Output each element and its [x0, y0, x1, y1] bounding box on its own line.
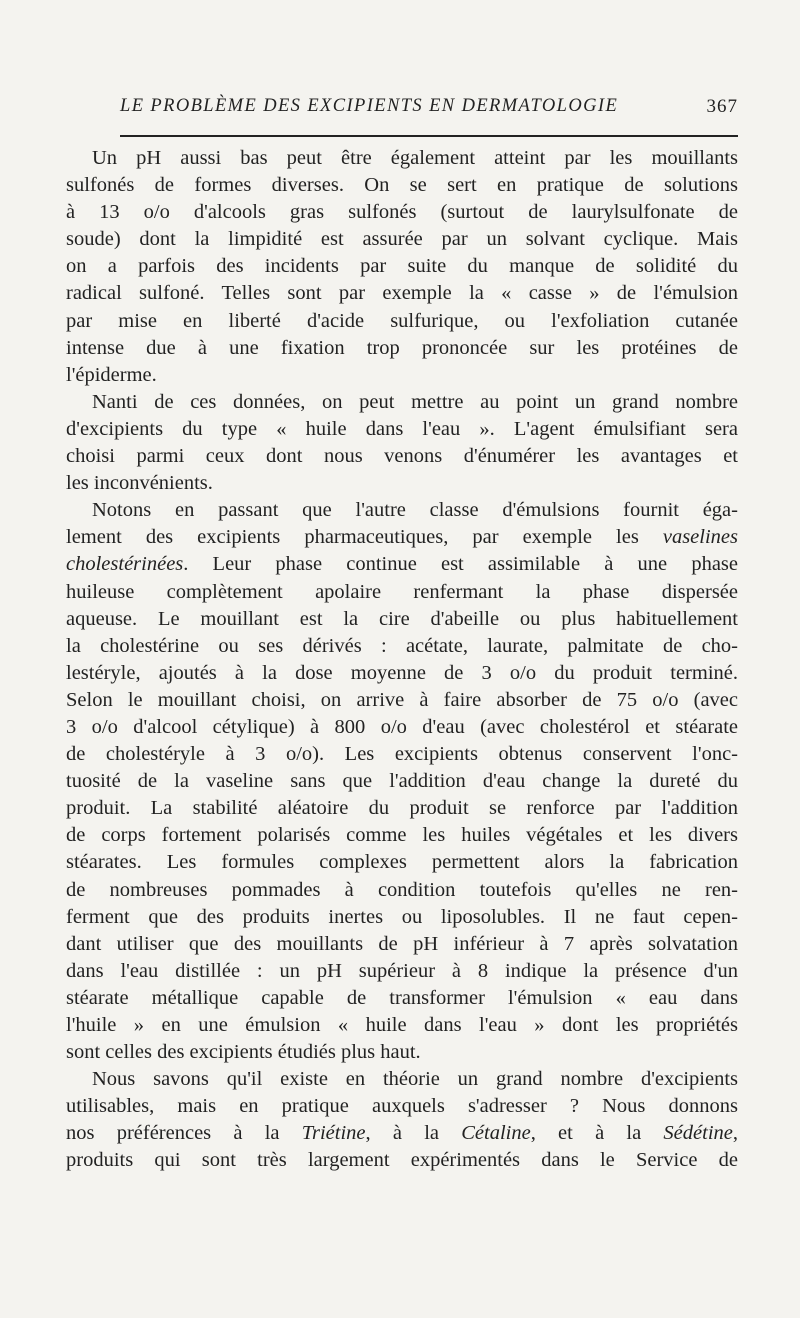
text-line: produits qui sont très largement expérimentés dans le Service de: [66, 1149, 738, 1172]
running-header: [120, 96, 738, 128]
text-line: 3 o/o d'alcool cétylique) à 800 o/o d'eau (avec cholestérol et stéarate: [66, 715, 738, 738]
text-line: par mise en liberté d'acide sulfurique, ou l'exfoliation cutanée: [66, 309, 738, 332]
text-line: intense due à une fixation trop prononcée sur les protéines de: [66, 336, 738, 359]
text-line: tuosité de la vaseline sans que l'addition d'eau change la dureté du: [66, 770, 738, 793]
header-rule: [120, 135, 738, 137]
text-line: Selon le mouillant choisi, on arrive à faire absorber de 75 o/o (avec: [66, 688, 738, 711]
text-line: l'huile » en une émulsion « huile dans l'eau » dont les propriétés: [66, 1014, 738, 1036]
running-title: LE PROBLÈME DES EXCIPIENTS EN DERMATOLOGIE: [120, 96, 619, 116]
text-line: dant utiliser que des mouillants de pH inférieur à 7 après solvatation: [66, 932, 738, 955]
text-line: on a parfois des incidents par suite du manque de solidité du: [66, 255, 738, 278]
text-line: choisi parmi ceux dont nous venons d'énumérer les avantages et: [66, 445, 738, 468]
text-line: utilisables, mais en pratique auxquels s'adresser ? Nous donnons: [66, 1095, 738, 1118]
page-number: 367: [706, 96, 738, 117]
text-line: de nombreuses pommades à condition toutefois qu'elles ne ren-: [66, 878, 738, 901]
text-line: Notons en passant que l'autre classe d'émulsions fournit éga-: [92, 499, 738, 522]
text-line: soude) dont la limpidité est assurée par un solvant cyclique. Mais: [66, 228, 738, 251]
text-line: la cholestérine ou ses dérivés : acétate, laurate, palmitate de cho-: [66, 634, 738, 657]
text-line: Nanti de ces données, on peut mettre au point un grand nombre: [92, 390, 738, 413]
text-line: Nous savons qu'il existe en théorie un grand nombre d'excipients: [92, 1068, 738, 1091]
text-line: sont celles des excipients étudiés plus haut.: [66, 1041, 421, 1064]
text-line: stéarates. Les formules complexes permettent alors la fabrication: [66, 851, 738, 874]
text-line: lement des excipients pharmaceutiques, par exemple les vaselines: [66, 526, 738, 549]
text-line: l'épiderme.: [66, 363, 157, 386]
text-line: produit. La stabilité aléatoire du produit se renforce par l'addition: [66, 797, 738, 820]
text-line: d'excipients du type « huile dans l'eau ». L'agent émulsifiant sera: [66, 417, 738, 440]
text-line: stéarate métallique capable de transformer l'émulsion « eau dans: [66, 986, 738, 1009]
text-line: sulfonés de formes diverses. On se sert en pratique de solutions: [66, 174, 738, 197]
text-line: nos préférences à la Triétine, à la Cétaline, et à la Sédétine,: [66, 1122, 738, 1145]
text-line: ferment que des produits inertes ou liposolubles. Il ne faut cepen-: [66, 905, 738, 928]
text-line: de corps fortement polarisés comme les huiles végétales et les divers: [66, 824, 738, 847]
text-line: cholestérinées. Leur phase continue est assimilable à une phase: [66, 553, 738, 576]
text-line: Un pH aussi bas peut être également atteint par les mouillants: [92, 147, 738, 169]
text-line: lestéryle, ajoutés à la dose moyenne de 3 o/o du produit terminé.: [66, 661, 738, 684]
text-line: les inconvénients.: [66, 472, 213, 495]
text-line: dans l'eau distillée : un pH supérieur à 8 indique la présence d'un: [66, 959, 738, 982]
text-line: de cholestéryle à 3 o/o). Les excipients obtenus conservent l'onc-: [66, 743, 738, 766]
text-line: huileuse complètement apolaire renfermant la phase dispersée: [66, 580, 738, 603]
text-line: radical sulfoné. Telles sont par exemple la « casse » de l'émulsion: [66, 282, 738, 305]
body-text: [66, 145, 738, 1175]
text-line: à 13 o/o d'alcools gras sulfonés (surtout de laurylsulfonate de: [66, 201, 738, 224]
text-line: aqueuse. Le mouillant est la cire d'abeille ou plus habituellement: [66, 607, 738, 630]
